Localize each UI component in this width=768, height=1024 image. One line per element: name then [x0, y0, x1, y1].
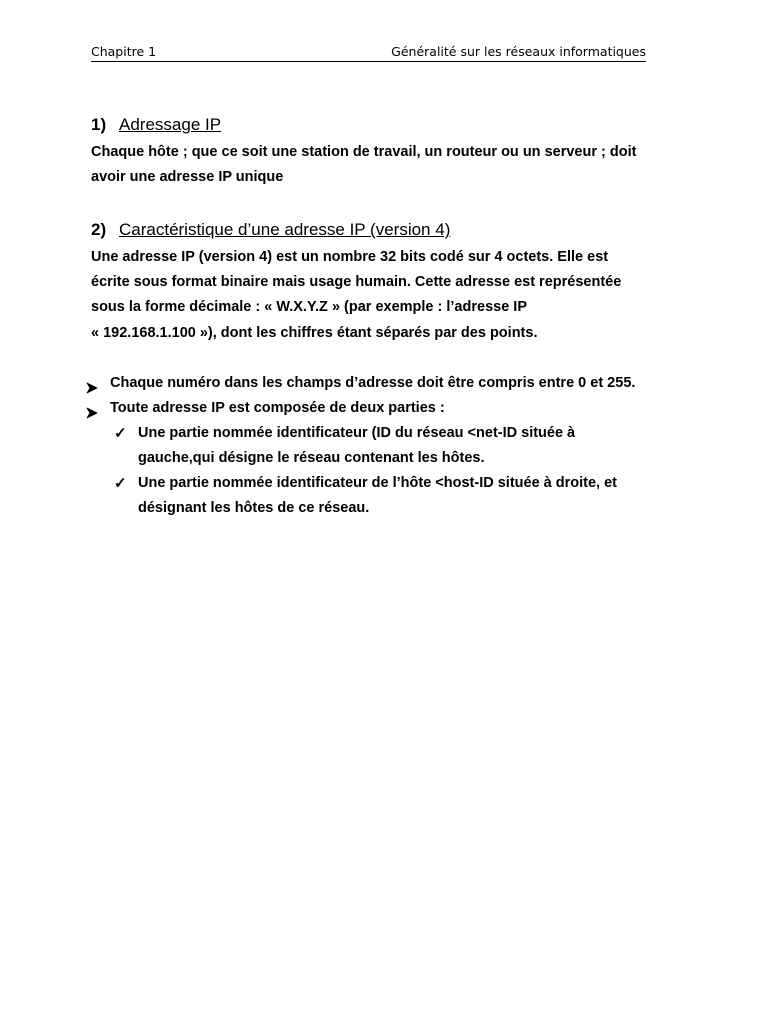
- bullet-item: [86, 371, 635, 396]
- sub-bullet-line: Une partie nommée identificateur (ID du réseau <net-ID située à: [138, 425, 576, 441]
- section-number: 1): [91, 115, 107, 134]
- checkmark-icon: ✓: [114, 475, 127, 492]
- section-paragraph-2: [91, 245, 691, 346]
- arrow-bullet-icon: [86, 403, 98, 428]
- paragraph-line: Une adresse IP (version 4) est un nombre 32 bits codé sur 4 octets. Elle est: [91, 249, 609, 265]
- bullet-line: Toute adresse IP est composée de deux parties :: [110, 400, 445, 416]
- chapter-title: Généralité sur les réseaux informatiques: [391, 44, 646, 59]
- section-number: 2): [91, 220, 107, 239]
- section-heading-1: [91, 114, 221, 136]
- section-title: Caractéristique d’une adresse IP (version 4): [119, 220, 451, 239]
- bullet-text: [110, 371, 635, 396]
- paragraph-line: écrite sous format binaire mais usage humain. Cette adresse est représentée: [91, 274, 622, 291]
- sub-bullet-line: désignant les hôtes de ce réseau.: [138, 500, 370, 517]
- running-header: [91, 44, 646, 62]
- section-paragraph-1: [91, 140, 691, 190]
- checkmark-icon: ✓: [114, 425, 127, 442]
- sub-bullet-line: gauche,qui désigne le réseau contenant les hôtes.: [138, 450, 485, 467]
- paragraph-line: Chaque hôte ; que ce soit une station de travail, un routeur ou un serveur ; doit: [91, 144, 637, 160]
- section-heading-2: [91, 219, 450, 241]
- paragraph-line: avoir une adresse IP unique: [91, 169, 284, 186]
- bullet-line: Chaque numéro dans les champs d’adresse doit être compris entre 0 et 255.: [110, 375, 636, 391]
- section-title: Adressage IP: [119, 115, 222, 134]
- sub-bullet-text: [138, 471, 617, 521]
- bullet-text: [110, 396, 445, 421]
- paragraph-line: « 192.168.1.100 »), dont les chiffres étant séparés par des points.: [91, 324, 538, 341]
- sub-bullet-item: [114, 421, 575, 471]
- sub-bullet-line: Une partie nommée identificateur de l’hôte <host-ID située à droite, et: [138, 475, 617, 491]
- bullet-item: [86, 396, 445, 421]
- paragraph-line: sous la forme décimale : « W.X.Y.Z » (par exemple : l’adresse IP: [91, 299, 527, 316]
- sub-bullet-item: [114, 471, 617, 521]
- chapter-label: Chapitre 1: [91, 44, 157, 59]
- sub-bullet-text: [138, 421, 575, 471]
